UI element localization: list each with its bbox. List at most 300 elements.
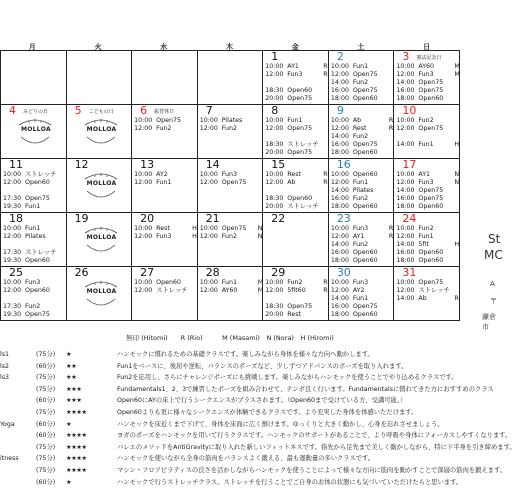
holiday-label: 憲法記念日 [416, 55, 442, 61]
slot-instructor: H [454, 241, 460, 248]
class-slot[interactable] [330, 233, 394, 240]
slot-time: 18:30 [265, 87, 284, 94]
class-slot[interactable] [331, 241, 368, 248]
slot-time: 12:00 [265, 179, 284, 186]
class-slot[interactable] [265, 149, 312, 156]
studio-logo-icon [81, 227, 121, 255]
class-slot[interactable] [330, 125, 394, 132]
slot-time: 18:00 [330, 311, 349, 318]
class-slot[interactable] [331, 87, 378, 94]
slot-time: 18:00 [396, 95, 415, 102]
calendar-day-cell[interactable] [1, 159, 67, 213]
class-slot[interactable] [134, 287, 187, 294]
class-slot[interactable] [3, 257, 50, 264]
class-name: ls3 [0, 374, 10, 382]
class-slot[interactable] [265, 279, 328, 286]
class-slot[interactable] [3, 287, 50, 294]
slot-class-name: Open60 [418, 95, 444, 102]
slot-class-name: Open75 [156, 117, 181, 124]
day-number: 18 [9, 212, 23, 225]
class-slot[interactable] [396, 249, 443, 256]
class-slot[interactable] [3, 225, 40, 232]
slot-class-name: Open75 [287, 149, 313, 156]
class-slot[interactable] [330, 117, 394, 124]
class-slot[interactable] [134, 179, 171, 186]
slot-class-name: Open60 [25, 287, 50, 294]
class-slot[interactable] [396, 287, 449, 294]
slot-time: 10:00 [396, 171, 415, 178]
difficulty-stars: ★★★★ [66, 455, 87, 463]
calendar-day-cell[interactable] [197, 159, 263, 213]
calendar-day-cell[interactable] [394, 267, 460, 321]
slot-time: 16:00 [396, 87, 415, 94]
slot-time: 16:00 [330, 87, 349, 94]
studio-logo-icon [81, 173, 121, 201]
slot-time: 14:00 [330, 187, 349, 194]
class-slot[interactable] [199, 225, 263, 232]
slot-instructor: M [454, 71, 460, 78]
class-slot[interactable] [396, 141, 460, 148]
day-number: 7 [205, 104, 213, 117]
day-number: 2 [336, 50, 344, 63]
slot-time: 12:00 [134, 125, 153, 132]
slot-class-name: Fun3 [156, 233, 172, 240]
class-slot[interactable] [265, 311, 301, 318]
slot-class-name: Open60 [352, 149, 378, 156]
class-slot[interactable] [134, 233, 197, 240]
class-slot[interactable] [331, 303, 378, 310]
class-slot[interactable] [3, 303, 40, 310]
slot-time: 10:00 [134, 225, 153, 232]
calendar-day-cell[interactable] [66, 159, 132, 213]
difficulty-stars: ★★★★ [66, 467, 87, 474]
slot-instructor: N [257, 233, 263, 240]
slot-class-name: Fun1 [287, 117, 303, 124]
studio-logo-icon [15, 119, 55, 147]
class-slot[interactable] [396, 187, 443, 194]
calendar-day-cell[interactable] [328, 159, 394, 213]
class-slot[interactable] [396, 87, 443, 94]
class-slot[interactable] [330, 225, 394, 232]
class-desc: マシン・フロアピラティスの良さを活かしながらハンモックを使うことによって様々な方向に筋肉を動かすことで深層の筋肉を鍛えます。 [117, 467, 507, 474]
class-slot[interactable] [331, 149, 378, 156]
class-slot[interactable] [331, 141, 378, 148]
slot-time: 18:00 [330, 95, 349, 102]
slot-time: 14:00 [396, 141, 415, 148]
slot-class-name: Open60 [287, 87, 313, 94]
slot-class-name: Pilates [352, 187, 374, 194]
slot-time: 12:00 [330, 179, 349, 186]
class-slot[interactable] [265, 87, 312, 94]
slot-time: 12:00 [134, 233, 153, 240]
side-text-5: 鎌倉市 [482, 313, 496, 331]
class-slot[interactable] [331, 295, 368, 302]
class-duration: (75分) [36, 374, 56, 382]
weekday-header: 土 [357, 43, 365, 51]
calendar-day-cell[interactable] [263, 267, 329, 321]
slot-class-name: Open60 [287, 195, 313, 202]
slot-class-name: Open75 [287, 95, 313, 102]
class-slot[interactable] [396, 233, 433, 240]
slot-instructor: M [257, 287, 264, 294]
class-slot[interactable] [331, 171, 378, 178]
slot-class-name: AY1 [287, 63, 299, 70]
class-slot[interactable] [396, 195, 443, 202]
class-slot[interactable] [134, 171, 168, 178]
slot-instructor: N [454, 179, 460, 186]
calendar-day-cell[interactable] [66, 105, 132, 159]
slot-class-name: Fun3 [352, 279, 369, 286]
class-slot[interactable] [200, 179, 247, 186]
class-slot[interactable] [265, 141, 318, 148]
slot-class-name: Open75 [352, 71, 378, 78]
slot-class-name: Open75 [418, 195, 444, 202]
class-slot[interactable] [396, 295, 459, 302]
calendar-day-cell[interactable] [132, 159, 198, 213]
slot-instructor: R [323, 171, 328, 178]
slot-time: 12:00 [265, 287, 284, 294]
class-slot[interactable] [396, 241, 460, 248]
slot-time: 14:00 [396, 79, 415, 86]
slot-class-name: Rest [287, 171, 301, 178]
class-slot[interactable] [265, 195, 312, 202]
class-slot[interactable] [265, 117, 302, 124]
slot-class-name: Open60 [156, 279, 181, 286]
slot-time: 10:00 [265, 279, 284, 286]
slot-time: 12:00 [330, 71, 349, 78]
class-desc: Fun1をベースに、後屈や逆転、バランスのポーズなど、少しずつアドバンスのポーズを取り入れます。 [117, 362, 408, 370]
class-slot[interactable] [265, 125, 312, 132]
instructor-legend: 無印 (Hitomi) R (Rio) M (Masami) N (Nora) H (Hiromi) [126, 334, 334, 342]
slot-time: 18:00 [330, 203, 349, 210]
class-slot[interactable] [331, 195, 368, 202]
calendar-day-cell[interactable] [197, 267, 263, 321]
slot-class-name: AY60 [418, 63, 435, 70]
class-slot[interactable] [331, 279, 368, 286]
slot-time: 10:00 [134, 171, 153, 178]
slot-class-name: Ab [352, 117, 362, 124]
calendar-day-cell[interactable] [394, 213, 460, 267]
holiday-label: こどもの日 [88, 109, 114, 115]
slot-time: 10:00 [134, 279, 153, 286]
calendar-day-cell[interactable] [66, 267, 132, 321]
day-number: 8 [271, 104, 279, 117]
class-slot[interactable] [331, 179, 368, 186]
class-slot[interactable] [3, 179, 50, 186]
weekday-header: 木 [226, 43, 233, 51]
class-desc: ハンモックを床近くまで下げて、身体を床面に広く預けます。ゆっくりと大きく動かし、心身を忘れさせましょう。 [117, 420, 444, 428]
calendar-day-cell[interactable] [66, 213, 132, 267]
calendar-day-cell[interactable] [197, 105, 263, 159]
slot-class-name: Open60 [25, 257, 50, 264]
slot-time: 10:00 [199, 279, 218, 286]
slot-class-name: Fun3 [418, 179, 434, 186]
slot-class-name: Open60 [352, 171, 378, 178]
day-number: 25 [9, 266, 23, 279]
class-slot[interactable] [396, 79, 443, 86]
calendar-day-cell[interactable] [1, 213, 67, 267]
class-slot[interactable] [331, 63, 368, 70]
class-desc: ヨガのポーズをハンモックを用いて行うクラスです。ハンモックのサポートがあることで、より呼吸や身体にフォーカスしやすくなります。 [117, 432, 512, 440]
slot-class-name: Ab [418, 295, 427, 302]
slot-class-name: Open75 [25, 311, 50, 318]
slot-time: 12:00 [199, 233, 218, 240]
class-slot[interactable] [396, 71, 460, 78]
class-slot[interactable] [265, 179, 328, 186]
slot-class-name: AY60 [221, 287, 238, 294]
class-slot[interactable] [134, 279, 181, 286]
slot-time: 14:00 [330, 79, 349, 86]
studio-logo-icon [81, 119, 121, 147]
slot-class-name: Fun1 [221, 279, 237, 286]
class-desc: Fundamentals1、2、3で練習したポーズを組み合わせて、テンポ良く行います。Fundamentalsに慣れてきた方におすすめのクラス [117, 385, 494, 393]
class-desc: ハンモックを使いながら全身の筋肉をバランスよく鍛える、最も運動量の多いクラスです。 [117, 455, 375, 463]
studio-logo-icon [81, 281, 121, 309]
calendar-day-cell[interactable] [132, 105, 198, 159]
class-duration: (75分) [36, 385, 56, 393]
class-slot[interactable] [396, 179, 460, 186]
day-number: 10 [402, 104, 417, 117]
slot-class-name: ストレッチ [156, 287, 188, 294]
slot-class-name: Fun1 [352, 63, 369, 70]
slot-class-name: Rest [156, 225, 170, 232]
class-slot[interactable] [265, 287, 328, 294]
slot-class-name: Fun3 [221, 171, 237, 178]
class-slot[interactable] [199, 279, 264, 286]
slot-class-name: ストレッチ [25, 171, 57, 178]
slot-time: 12:00 [199, 125, 218, 132]
class-duration: (60分) [36, 420, 56, 428]
class-slot[interactable] [331, 95, 378, 102]
side-text-1: St [488, 232, 501, 246]
class-desc: ハンモックに慣れるための基礎クラスです。楽しみながら身体を様々な方向へ動かします。 [117, 351, 374, 358]
class-slot[interactable] [396, 257, 443, 264]
calendar-day-cell[interactable] [394, 159, 460, 213]
calendar-day-cell[interactable] [328, 105, 394, 159]
day-number: 23 [336, 212, 351, 225]
class-slot[interactable] [200, 125, 237, 132]
slot-time: 20:00 [265, 149, 284, 156]
slot-time: 12:00 [134, 179, 153, 186]
calendar-day-cell[interactable] [1, 51, 67, 105]
class-slot[interactable] [396, 63, 460, 70]
class-slot[interactable] [331, 79, 368, 86]
slot-instructor: H [192, 225, 197, 232]
slot-instructor: R [388, 233, 394, 240]
slot-time: 10:00 [330, 117, 349, 124]
slot-class-name: AY2 [156, 171, 168, 178]
slot-instructor: R [323, 287, 328, 294]
day-number: 27 [140, 266, 155, 279]
slot-class-name: Fun2 [352, 133, 369, 140]
slot-instructor: H [192, 233, 197, 240]
calendar-day-cell[interactable] [1, 105, 67, 159]
slot-time: 10:00 [330, 63, 349, 70]
class-slot[interactable] [3, 249, 56, 256]
class-slot[interactable] [331, 311, 378, 318]
calendar-day-cell[interactable] [394, 51, 460, 105]
slot-time: 18:00 [330, 149, 349, 156]
slot-class-name: Open75 [352, 87, 378, 94]
calendar-day-cell[interactable] [328, 213, 394, 267]
difficulty-stars: ★★★★ [66, 443, 87, 451]
calendar-day-cell[interactable] [1, 267, 67, 321]
class-slot[interactable] [134, 117, 181, 124]
slot-class-name: Ab [287, 179, 296, 186]
class-slot[interactable] [396, 117, 433, 124]
class-slot[interactable] [265, 95, 312, 102]
class-name: ls2 [0, 362, 10, 370]
slot-time: 14:00 [396, 241, 415, 248]
class-slot[interactable] [3, 279, 40, 286]
slot-time: 12:00 [3, 179, 22, 186]
slot-time: 17:30 [3, 195, 22, 202]
class-slot[interactable] [200, 171, 237, 178]
calendar-day-cell[interactable] [394, 105, 460, 159]
day-number: 1 [271, 50, 279, 63]
slot-time: 10:00 [199, 117, 218, 124]
class-slot[interactable] [134, 125, 171, 132]
class-duration: (60分) [36, 362, 56, 370]
logo-text: MOLLOA [86, 234, 117, 241]
slot-instructor: M [454, 63, 460, 70]
logo-text: MOLLOA [86, 180, 117, 187]
slot-instructor: R [323, 279, 328, 286]
day-number: 20 [140, 212, 155, 225]
class-slot[interactable] [265, 71, 328, 78]
weekday-header: 火 [94, 43, 102, 51]
day-number: 26 [74, 266, 89, 279]
difficulty-stars: ★★★ [66, 385, 82, 393]
class-slot[interactable] [331, 203, 378, 210]
class-slot[interactable] [3, 311, 50, 318]
slot-class-name: Open60 [352, 257, 378, 264]
slot-class-name: Fun2 [418, 225, 434, 232]
class-desc: Open60よりも更に様々なシークエンスが体験できるクラスです。より充実した身体を体感いただけます。 [117, 409, 418, 416]
slot-time: 12:00 [396, 179, 415, 186]
slot-class-name: Fun3 [418, 71, 434, 78]
calendar-day-cell[interactable] [132, 213, 198, 267]
class-slot[interactable] [3, 195, 50, 202]
class-slot[interactable] [3, 203, 40, 210]
slot-time: 18:30 [265, 195, 284, 202]
slot-time: 10:00 [330, 171, 349, 178]
slot-time: 12:00 [330, 125, 349, 132]
class-duration: (60分) [36, 432, 56, 440]
class-slot[interactable] [331, 133, 368, 140]
slot-time: 10:00 [265, 63, 284, 70]
calendar-day-cell[interactable] [132, 267, 198, 321]
class-slot[interactable] [396, 203, 443, 210]
class-slot[interactable] [331, 71, 378, 78]
slot-time: 10:00 [134, 117, 153, 124]
slot-class-name: Fun2 [352, 241, 369, 248]
calendar-day-cell[interactable] [66, 51, 132, 105]
class-slot[interactable] [3, 233, 46, 240]
calendar-day-cell[interactable] [197, 213, 263, 267]
day-number: 15 [271, 158, 286, 171]
slot-time: 12:00 [330, 233, 349, 240]
class-slot[interactable] [199, 287, 264, 294]
calendar-day-cell[interactable] [328, 267, 394, 321]
class-slot[interactable] [265, 203, 318, 210]
class-slot[interactable] [200, 117, 243, 124]
slot-instructor: H [454, 141, 460, 148]
slot-class-name: Open75 [287, 303, 313, 310]
slot-time: 10:00 [3, 279, 22, 286]
slot-time: 20:00 [265, 95, 284, 102]
calendar-day-cell[interactable] [263, 51, 329, 105]
class-slot[interactable] [396, 279, 443, 286]
class-slot[interactable] [331, 257, 378, 264]
slot-instructor: N [454, 171, 460, 178]
class-slot[interactable] [265, 171, 328, 178]
slot-class-name: AY1 [352, 233, 365, 240]
class-slot[interactable] [3, 171, 56, 178]
slot-time: 16:00 [330, 249, 349, 256]
weekday-header: 月 [28, 43, 36, 51]
slot-time: 10:00 [3, 225, 22, 232]
slot-time: 16:00 [396, 195, 415, 202]
day-number: 13 [140, 158, 155, 171]
slot-time: 10:00 [396, 63, 415, 70]
slot-instructor: M [257, 279, 264, 286]
logo-text: MOLLOA [86, 126, 117, 133]
class-slot[interactable] [331, 287, 365, 294]
slot-class-name: Rest [287, 311, 301, 318]
slot-class-name: Pilates [221, 117, 243, 124]
slot-class-name: Fun3 [25, 279, 41, 286]
slot-class-name: Open75 [221, 179, 247, 186]
calendar-day-cell[interactable] [263, 213, 329, 267]
class-slot[interactable] [199, 233, 263, 240]
calendar-day-cell[interactable] [132, 51, 198, 105]
class-duration: (75分) [36, 455, 56, 463]
class-slot[interactable] [331, 187, 374, 194]
slot-instructor: R [388, 125, 394, 132]
slot-instructor: R [323, 179, 328, 186]
slot-time: 16:00 [396, 249, 415, 256]
calendar-day-cell[interactable] [328, 51, 394, 105]
class-slot[interactable] [265, 63, 328, 70]
slot-class-name: Open75 [352, 141, 378, 148]
class-slot[interactable] [331, 249, 378, 256]
slot-instructor: R [388, 225, 394, 232]
day-number: 31 [402, 266, 417, 279]
calendar-day-cell[interactable] [197, 51, 263, 105]
class-slot[interactable] [396, 225, 433, 232]
slot-class-name: Pilates [25, 233, 46, 240]
class-slot[interactable] [396, 171, 460, 178]
slot-time: 14:00 [330, 133, 349, 140]
class-slot[interactable] [134, 225, 197, 232]
day-number: 9 [336, 104, 344, 117]
slot-class-name: Open75 [418, 187, 444, 194]
calendar-day-cell[interactable] [263, 159, 329, 213]
class-duration: (75分) [36, 467, 56, 474]
difficulty-stars: ★ [66, 478, 72, 486]
logo-text: MOLLOA [21, 126, 51, 133]
slot-time: 12:00 [396, 233, 415, 240]
slot-time: 10:00 [330, 279, 349, 286]
slot-time: 12:00 [265, 71, 284, 78]
class-slot[interactable] [396, 95, 443, 102]
slot-time: 17:30 [3, 249, 22, 256]
class-slot[interactable] [265, 303, 312, 310]
calendar-day-cell[interactable] [263, 105, 329, 159]
class-slot[interactable] [396, 125, 443, 132]
slot-time: 10:00 [3, 171, 22, 178]
